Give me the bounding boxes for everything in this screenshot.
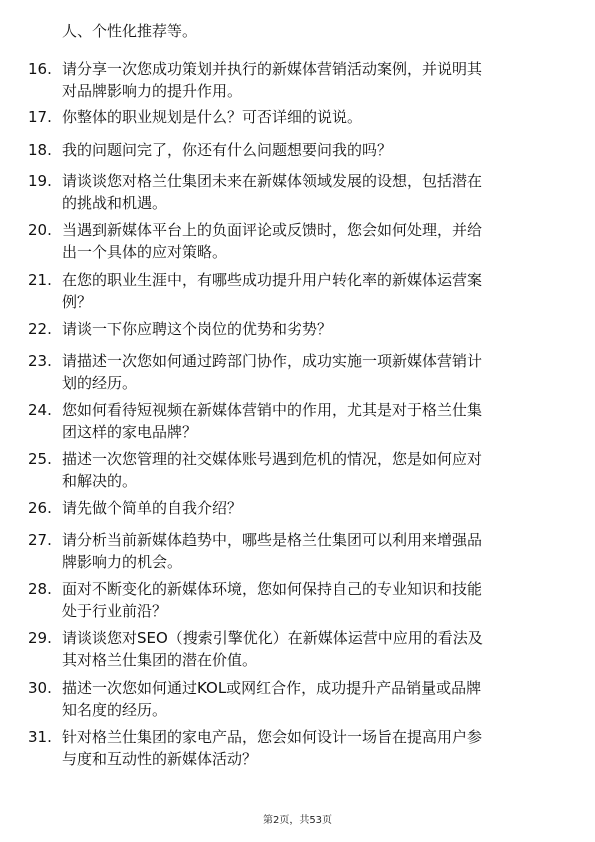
question-text: 你整体的职业规划是什么？可否详细的说说。: [62, 108, 363, 126]
question-number: 22.: [28, 320, 52, 338]
question-text: 请谈一下你应聘这个岗位的优势和劣势？: [62, 320, 333, 338]
question-number: 26.: [28, 499, 52, 517]
question-number: 27.: [28, 531, 52, 549]
question-number: 28.: [28, 580, 52, 598]
question-number: 20.: [28, 221, 52, 239]
question-text: 面对不断变化的新媒体环境，您如何保持自己的专业知识和技能 处于行业前沿？: [62, 580, 483, 620]
question-text: 您如何看待短视频在新媒体营销中的作用，尤其是对于格兰仕集 团这样的家电品牌？: [62, 401, 483, 441]
question-text: 请分析当前新媒体趋势中，哪些是格兰仕集团可以利用来增强品 牌影响力的机会。: [62, 531, 483, 571]
question-number: 18.: [28, 141, 52, 159]
question-text: 请描述一次您如何通过跨部门协作，成功实施一项新媒体营销计 划的经历。: [62, 352, 483, 392]
question-text: 针对格兰仕集团的家电产品，您会如何设计一场旨在提高用户参 与度和互动性的新媒体活动？: [62, 728, 483, 768]
question-text: 请谈谈您对格兰仕集团未来在新媒体领域发展的设想，包括潜在 的挑战和机遇。: [62, 172, 483, 212]
question-text: 请先做个简单的自我介绍？: [62, 499, 243, 517]
question-text: 描述一次您如何通过KOL或网红合作，成功提升产品销量或品牌 知名度的经历。: [62, 679, 482, 719]
question-number: 23.: [28, 352, 52, 370]
question-text: 请分享一次您成功策划并执行的新媒体营销活动案例，并说明其 对品牌影响力的提升作用。: [62, 60, 483, 100]
question-text: 当遇到新媒体平台上的负面评论或反馈时，您会如何处理，并给 出一个具体的应对策略。: [62, 221, 483, 261]
question-text: 在您的职业生涯中，有哪些成功提升用户转化率的新媒体运营案 例？: [62, 271, 483, 311]
question-number: 30.: [28, 679, 52, 697]
question-number: 21.: [28, 271, 52, 289]
question-number: 19.: [28, 172, 52, 190]
question-number: 17.: [28, 108, 52, 126]
question-number: 16.: [28, 60, 52, 78]
continuation-text: 人、个性化推荐等。: [62, 22, 198, 40]
page-footer: 第2页，共53页: [262, 815, 333, 826]
question-number: 24.: [28, 401, 52, 419]
question-text: 我的问题问完了，你还有什么问题想要问我的吗？: [62, 141, 393, 159]
question-number: 25.: [28, 450, 52, 468]
question-text: 描述一次您管理的社交媒体账号遇到危机的情况，您是如何应对 和解决的。: [62, 450, 483, 490]
question-number: 31.: [28, 728, 52, 746]
question-text: 请谈谈您对SEO（搜索引擎优化）在新媒体运营中应用的看法及 其对格兰仕集团的潜在价值。: [62, 629, 483, 669]
question-number: 29.: [28, 629, 52, 647]
